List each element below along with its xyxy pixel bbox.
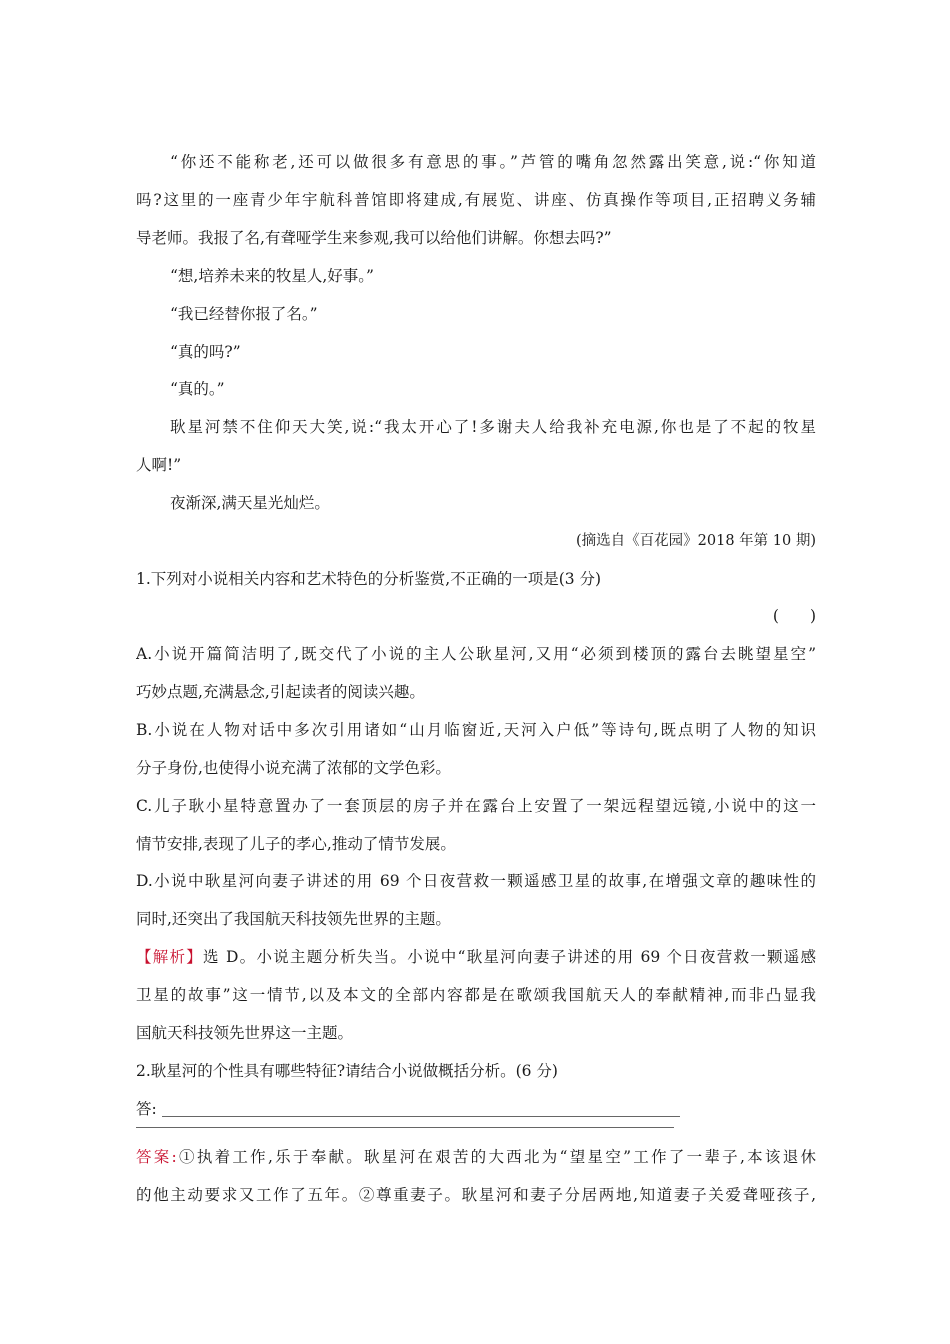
question-2-stem: 2.耿星河的个性具有哪些特征?请结合小说做概括分析。(6 分) <box>136 1062 558 1080</box>
passage-line: 吗?这里的一座青少年宇航科普馆即将建成,有展览、讲座、仿真操作等项目,正招聘义务辅 <box>136 191 816 209</box>
passage-line: “你还不能称老,还可以做很多有意思的事。”芦管的嘴角忽然露出笑意,说:“你知道 <box>170 153 816 171</box>
analysis-line: 卫星的故事”这一情节,以及本文的全部内容都是在歌颂我国航天人的奉献精神,而非凸显我 <box>136 986 816 1004</box>
passage-line: 夜渐深,满天星光灿烂。 <box>170 494 330 512</box>
answer-text: ①执着工作,乐于奉献。耿星河在艰苦的大西北为“望星空”工作了一辈子,本该退休 <box>176 1148 816 1166</box>
passage-line: “我已经替你报了名。” <box>170 305 318 323</box>
answer-bracket: ( ) <box>772 607 816 625</box>
source-citation: (摘选自《百花园》2018 年第 10 期) <box>576 533 816 549</box>
analysis-label: 【解析】 <box>136 948 204 966</box>
analysis-text: 选 D。小说主题分析失当。小说中“耿星河向妻子讲述的用 69 个日夜营救一颗遥感 <box>203 948 816 966</box>
option-b-cont: 分子身份,也使得小说充满了浓郁的文学色彩。 <box>136 759 451 777</box>
option-a-cont: 巧妙点题,充满悬念,引起读者的阅读兴趣。 <box>136 683 425 701</box>
answer-prefix: 答: <box>136 1100 157 1118</box>
answer-line: 的他主动要求又工作了五年。②尊重妻子。耿星河和妻子分居两地,知道妻子关爱聋哑孩子, <box>136 1186 816 1204</box>
passage-line: 人啊!” <box>136 456 182 474</box>
analysis-line <box>136 946 816 968</box>
passage-line: “真的吗?” <box>170 343 241 361</box>
passage-line: 导老师。我报了名,有聋哑学生来参观,我可以给他们讲解。你想去吗?” <box>136 229 612 247</box>
option-c: C.儿子耿小星特意置办了一套顶层的房子并在露台上安置了一架远程望远镜,小说中的这一 <box>136 797 816 815</box>
option-a: A.小说开篇简洁明了,既交代了小说的主人公耿星河,又用“必须到楼顶的露台去眺望星空” <box>136 645 816 663</box>
analysis-line: 国航天科技领先世界这一主题。 <box>136 1024 354 1042</box>
option-b: B.小说在人物对话中多次引用诸如“山月临窗近,天河入户低”等诗句,既点明了人物的知识 <box>136 721 816 739</box>
option-d-cont: 同时,还突出了我国航天科技领先世界的主题。 <box>136 910 451 928</box>
passage-line: “想,培养未来的牧星人,好事。” <box>170 267 374 285</box>
answer-line <box>136 1146 816 1168</box>
passage-line: “真的。” <box>170 380 225 398</box>
answer-blank-line-2[interactable] <box>136 1127 674 1128</box>
answer-label: 答案: <box>136 1148 177 1166</box>
option-c-cont: 情节安排,表现了儿子的孝心,推动了情节发展。 <box>136 835 456 853</box>
passage-line: 耿星河禁不住仰天大笑,说:“我太开心了!多谢夫人给我补充电源,你也是了不起的牧星 <box>170 418 816 436</box>
option-d: D.小说中耿星河向妻子讲述的用 69 个日夜营救一颗遥感卫星的故事,在增强文章的趣味性的 <box>136 872 816 890</box>
answer-blank-line[interactable] <box>162 1116 680 1117</box>
question-1-stem: 1.下列对小说相关内容和艺术特色的分析鉴赏,不正确的一项是(3 分) <box>136 570 602 588</box>
